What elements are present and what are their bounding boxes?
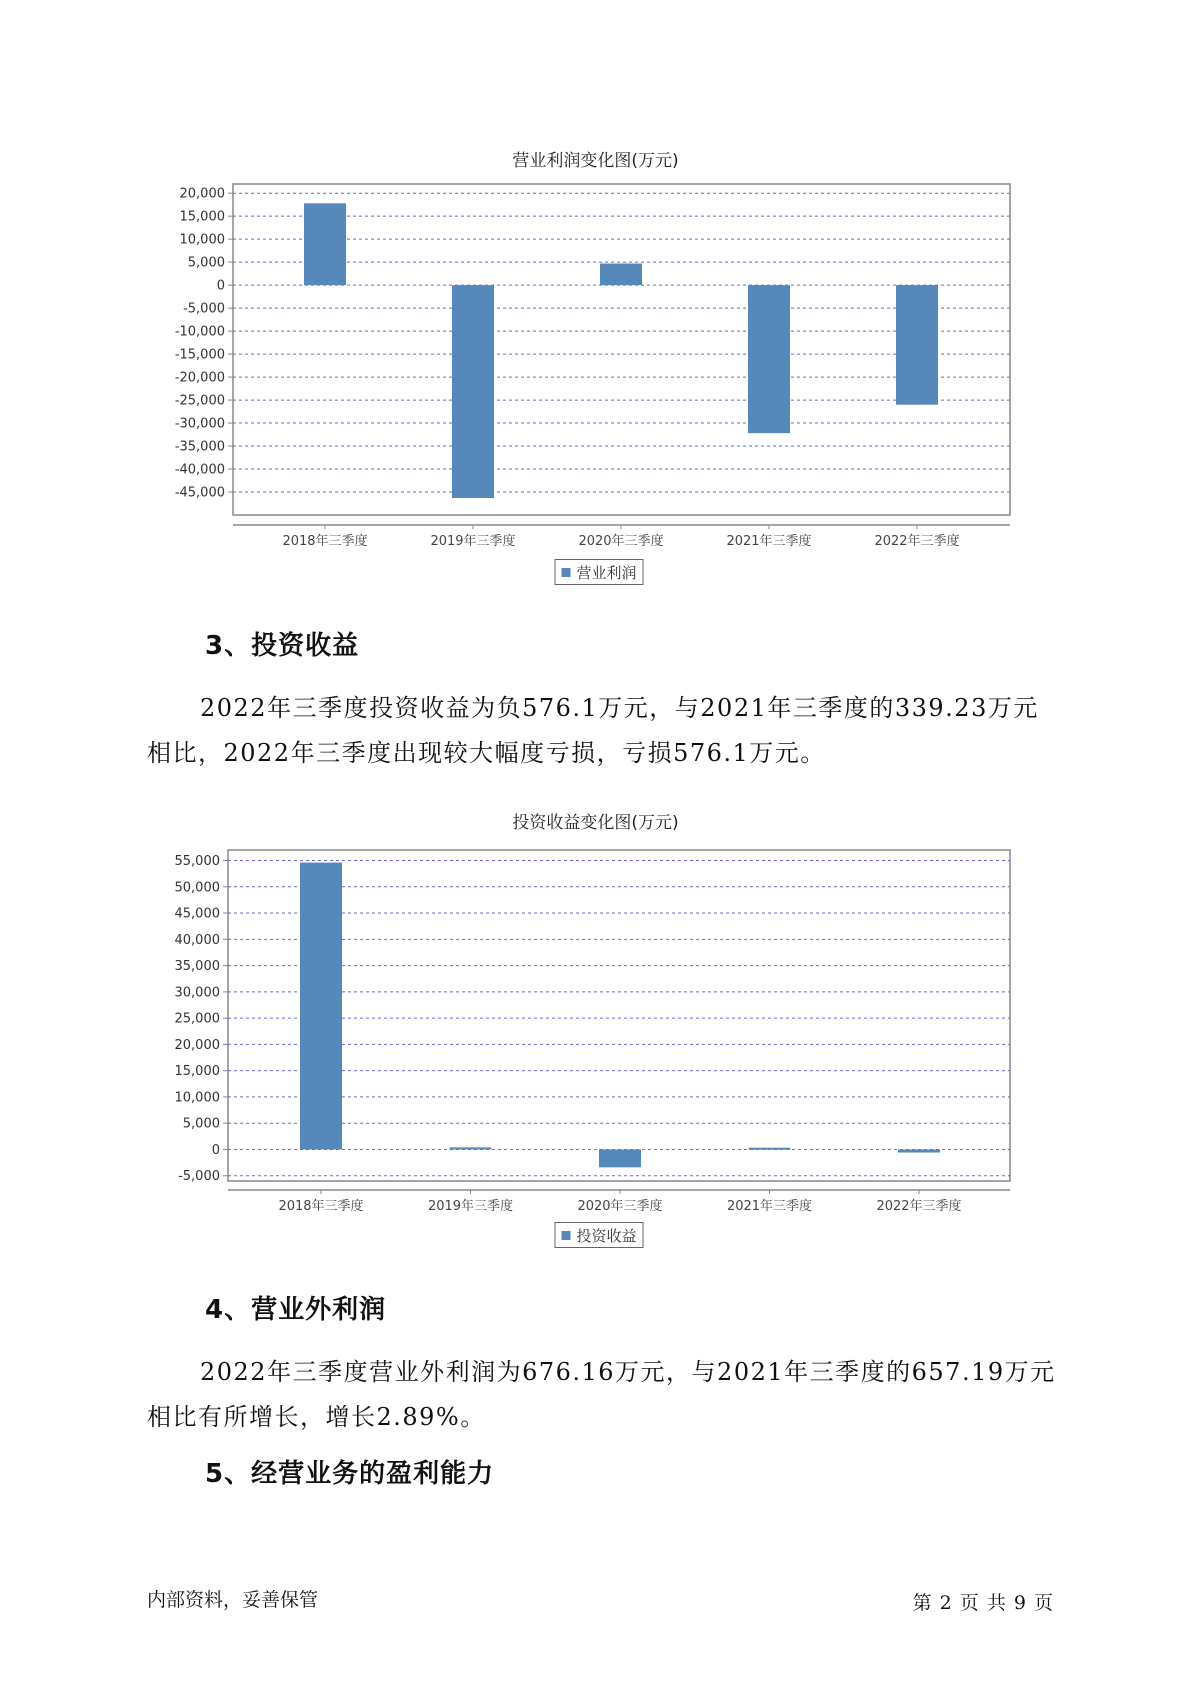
bar	[450, 1147, 492, 1149]
bar	[452, 285, 494, 498]
bar	[599, 1149, 641, 1167]
x-tick-label: 2021年三季度	[726, 1199, 813, 1214]
investment-income-chart	[0, 840, 1191, 1214]
x-tick-label: 2019年三季度	[430, 534, 516, 549]
x-tick-label: 2018年三季度	[278, 1199, 364, 1214]
footer-page-number: 第 2 页 共 9 页	[912, 1592, 1054, 1614]
y-tick-label: -35,000	[174, 439, 225, 455]
y-tick-label: -45,000	[174, 485, 225, 501]
bar	[304, 203, 346, 285]
bar	[748, 285, 790, 433]
section-5-heading: 5、经营业务的盈利能力	[205, 1459, 495, 1489]
section-4-heading: 4、营业外利润	[205, 1295, 387, 1325]
y-tick-label: 35,000	[174, 959, 220, 975]
chart1-title: 营业利润变化图(万元)	[512, 151, 679, 171]
y-tick-label: -5,000	[178, 1169, 220, 1185]
operating-profit-chart	[0, 170, 1191, 549]
y-tick-label: 55,000	[174, 854, 220, 870]
y-tick-label: -15,000	[174, 347, 225, 363]
section-3-paragraph: 2022年三季度投资收益为负576.1万元，与2021年三季度的339.23万元相比，2022年三季度出现较大幅度亏损，亏损576.1万元。	[147, 694, 1039, 767]
y-tick-label: -5,000	[183, 301, 225, 317]
bar	[749, 1148, 791, 1150]
x-tick-label: 2022年三季度	[874, 534, 960, 549]
bar	[300, 863, 342, 1150]
legend-swatch	[561, 1231, 570, 1240]
legend-swatch	[561, 568, 570, 577]
y-tick-label: 10,000	[179, 232, 225, 248]
y-tick-label: 45,000	[174, 906, 220, 922]
x-tick-label: 2019年三季度	[427, 1199, 514, 1214]
bar	[896, 285, 938, 405]
y-tick-label: 15,000	[179, 209, 225, 225]
chart2-legend-label: 投资收益	[576, 1226, 637, 1245]
x-tick-label: 2022年三季度	[876, 1199, 962, 1214]
x-tick-label: 2021年三季度	[726, 534, 812, 549]
y-tick-label: -20,000	[174, 370, 225, 386]
y-tick-label: -25,000	[174, 393, 225, 409]
y-tick-label: 25,000	[174, 1011, 220, 1027]
footer-confidential: 内部资料，妥善保管	[147, 1589, 319, 1611]
y-tick-label: 20,000	[179, 186, 225, 202]
y-tick-label: -40,000	[174, 462, 225, 478]
bar	[898, 1149, 940, 1152]
x-tick-label: 2020年三季度	[578, 534, 664, 549]
y-tick-label: 20,000	[174, 1037, 220, 1053]
y-tick-label: -10,000	[174, 324, 225, 340]
chart2-title: 投资收益变化图(万元)	[512, 813, 679, 833]
section-4-paragraph: 2022年三季度营业外利润为676.16万元，与2021年三季度的657.19万元相比有所增长，增长2.89%。	[147, 1358, 1056, 1431]
y-tick-label: 40,000	[174, 932, 220, 948]
plot-area	[233, 184, 1010, 515]
section-3-heading: 3、投资收益	[205, 631, 360, 661]
chart1-legend-label: 营业利润	[576, 563, 637, 582]
x-tick-label: 2020年三季度	[577, 1199, 663, 1214]
y-tick-label: 0	[216, 278, 225, 294]
y-tick-label: 0	[211, 1142, 220, 1158]
y-tick-label: 5,000	[187, 255, 225, 271]
bar	[600, 264, 642, 286]
y-tick-label: 50,000	[174, 880, 220, 896]
chart1-legend	[554, 559, 643, 585]
y-tick-label: 15,000	[174, 1064, 220, 1080]
y-tick-label: 10,000	[174, 1090, 220, 1106]
x-tick-label: 2018年三季度	[282, 534, 368, 549]
plot-area	[228, 850, 1010, 1181]
chart2-legend	[554, 1222, 643, 1248]
y-tick-label: 5,000	[182, 1116, 220, 1132]
y-tick-label: -30,000	[174, 416, 225, 432]
y-tick-label: 30,000	[174, 985, 220, 1001]
